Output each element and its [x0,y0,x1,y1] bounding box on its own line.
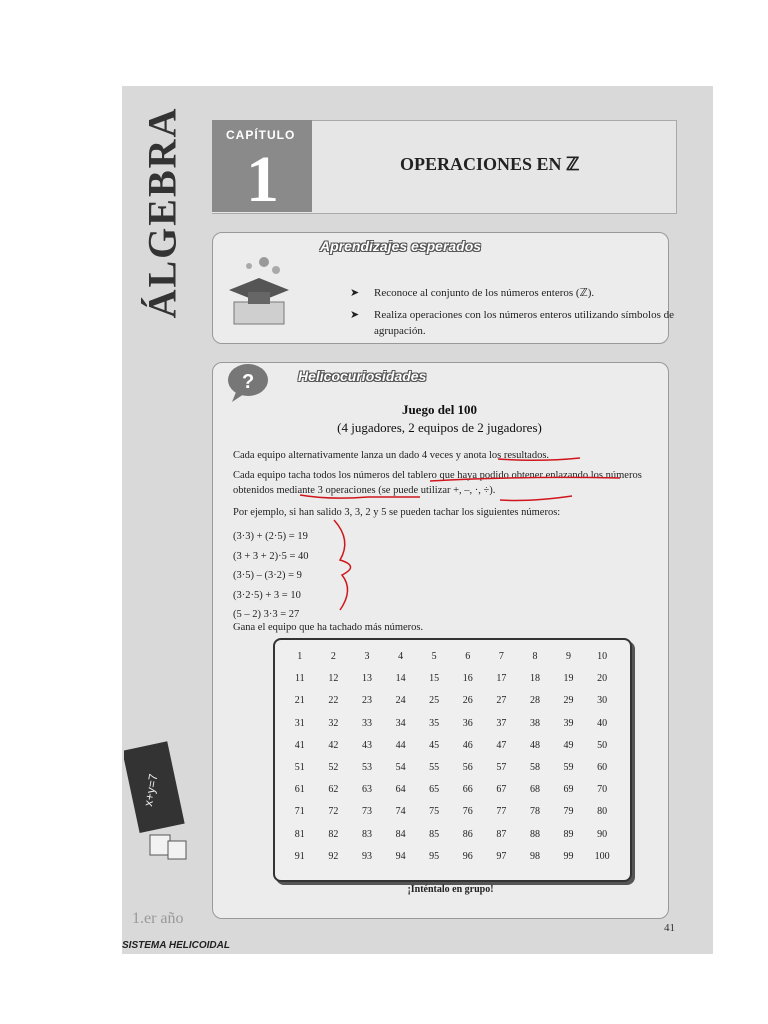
rule-paragraph: Por ejemplo, si han salido 3, 3, 2 y 5 se pueden tachar los siguientes números: [233,507,561,518]
win-text: Gana el equipo que ha tachado más números. [233,622,424,633]
list-item: ➤ Realiza operaciones con los números enteros utilizando símbolos de agrupación. [350,309,674,337]
board-cell: 82 [328,828,339,840]
board-cell: 54 [395,761,406,773]
board-cell: 39 [563,717,574,729]
board-cell: 65 [429,784,440,796]
board-cell: 85 [429,828,440,840]
board-cell: 96 [462,850,473,862]
board-cell: 33 [361,717,372,729]
svg-text:?: ? [242,371,255,393]
game-subtitle: (4 jugadores, 2 equipos de 2 jugadores) [337,420,542,435]
board-cell: 41 [294,739,305,751]
board-cell: 25 [429,695,440,707]
board-cell: 1 [297,651,303,662]
board-cell: 42 [328,739,339,751]
page-title: OPERACIONES EN ℤ [400,154,580,174]
board-cell: 92 [328,850,339,862]
board-cell: 78 [529,806,540,818]
board-cell: 29 [563,695,574,707]
board-cell: 23 [361,695,372,707]
board-cell: 38 [529,717,540,729]
board-cell: 61 [294,784,305,796]
board-cell: 68 [529,784,540,796]
board-cell: 10 [597,651,608,662]
board-cell: 63 [361,784,372,796]
board-cell: 45 [429,739,440,751]
board-cell: 26 [462,695,473,707]
svg-text:x+y=7: x+y=7 [141,772,161,808]
example-item: (5 – 2) 3·3 = 27 [233,609,300,620]
board-cell: 15 [429,673,440,685]
board-cell: 53 [361,761,372,773]
board-cell: 11 [294,673,305,685]
board-cell: 90 [597,828,608,840]
board-cell: 14 [395,673,406,685]
board-cell: 84 [395,828,406,840]
board-cell: 99 [563,850,574,862]
board-cell: 72 [328,806,339,818]
board-cell: 44 [395,739,406,751]
board-cell: 49 [563,739,574,751]
board-cell: 16 [462,673,473,685]
board-cell: 36 [462,717,473,729]
board-cell: 70 [597,784,608,796]
board-cell: 32 [328,717,339,729]
board-cell: 40 [597,717,608,729]
board-cell: 67 [496,784,507,796]
board-cell: 24 [395,695,406,707]
board-cell: 94 [395,850,406,862]
board-cell: 31 [294,717,305,729]
rule-paragraph: Cada equipo alternativamente lanza un dado 4 veces y anota los resultados. [233,450,550,461]
board-cell: 17 [496,673,507,685]
board-cell: 37 [496,717,507,729]
board-cell: 71 [294,806,305,818]
board-cell: 4 [398,651,404,662]
board-cell: 7 [498,651,504,662]
board-cell: 91 [294,850,305,862]
board-cell: 89 [563,828,574,840]
board-cell: 74 [395,806,406,818]
board-cell: 35 [429,717,440,729]
board-cell: 21 [294,695,305,707]
board-cell: 8 [532,651,538,662]
board-cell: 57 [496,761,507,773]
board-cell: 77 [496,806,507,818]
board-cell: 27 [496,695,507,707]
board-cell: 52 [328,761,339,773]
board-cell: 55 [429,761,440,773]
example-item: (3·3) + (2·5) = 19 [233,531,308,542]
board-cell: 60 [597,761,608,773]
board-cell: 20 [597,673,608,685]
board-cell: 9 [566,651,572,662]
board-cell: 56 [462,761,473,773]
board-cell: 30 [597,695,608,707]
board-cell: 22 [328,695,339,707]
chapter-number: 1 [246,143,279,216]
board-cell: 64 [395,784,406,796]
board-cell: 28 [529,695,540,707]
board-cell: 47 [496,739,507,751]
board-cell: 19 [563,673,574,685]
list-item: ➤ Reconoce al conjunto de los números enteros (ℤ). [350,287,595,299]
board-cell: 76 [462,806,473,818]
board-cell: 5 [431,651,437,662]
board-cell: 87 [496,828,507,840]
board-cell: 62 [328,784,339,796]
board-cell: 73 [361,806,372,818]
subject-label: ÁLGEBRA [139,106,185,318]
board-cell: 86 [462,828,473,840]
rule-paragraph: Cada equipo tacha todos los números del tablero que haya podido obtener enlazando los números obtenidos mediante 3 operaciones (se puede utilizar +, –, ·, ÷). [233,470,642,496]
board-cell: 2 [330,651,336,662]
board-cell: 43 [361,739,372,751]
board-cell: 88 [529,828,540,840]
board-cell: 48 [529,739,540,751]
board-cell: 12 [328,673,339,685]
board-cell: 100 [594,850,610,862]
curio-heading: Helicocuriosidades [298,368,427,384]
board-cell: 58 [529,761,540,773]
board-cell: 6 [465,651,471,662]
learning-heading: Aprendizajes esperados [320,238,482,254]
grade-label: 1.er año [132,910,184,927]
board-cell: 93 [361,850,372,862]
board-cell: 97 [496,850,507,862]
board-cell: 34 [395,717,406,729]
example-item: (3 + 3 + 2)·5 = 40 [233,550,309,562]
try-in-group-note: ¡Inténtalo en grupo! [407,884,494,895]
board-cell: 81 [294,828,305,840]
example-item: (3·2·5) + 3 = 10 [233,589,301,601]
board-cell: 75 [429,806,440,818]
example-item: (3·5) – (3·2) = 9 [233,570,302,581]
brand-footer: SISTEMA HELICOIDAL [122,940,230,951]
board-cell: 50 [597,739,608,751]
board-cell: 69 [563,784,574,796]
board-cell: 46 [462,739,473,751]
board-cell: 59 [563,761,574,773]
board-cell: 83 [361,828,372,840]
board-cell: 18 [529,673,540,685]
board-cell: 66 [462,784,473,796]
board-cell: 95 [429,850,440,862]
chapter-label: CAPÍTULO [226,128,296,142]
board-cell: 80 [597,806,608,818]
page-number: 41 [664,922,675,934]
board-cell: 13 [361,673,372,685]
board-cell: 79 [563,806,574,818]
game-title: Juego del 100 [401,402,478,417]
board-cell: 51 [294,761,305,773]
board-cell: 98 [529,850,540,862]
board-cell: 3 [364,651,370,662]
